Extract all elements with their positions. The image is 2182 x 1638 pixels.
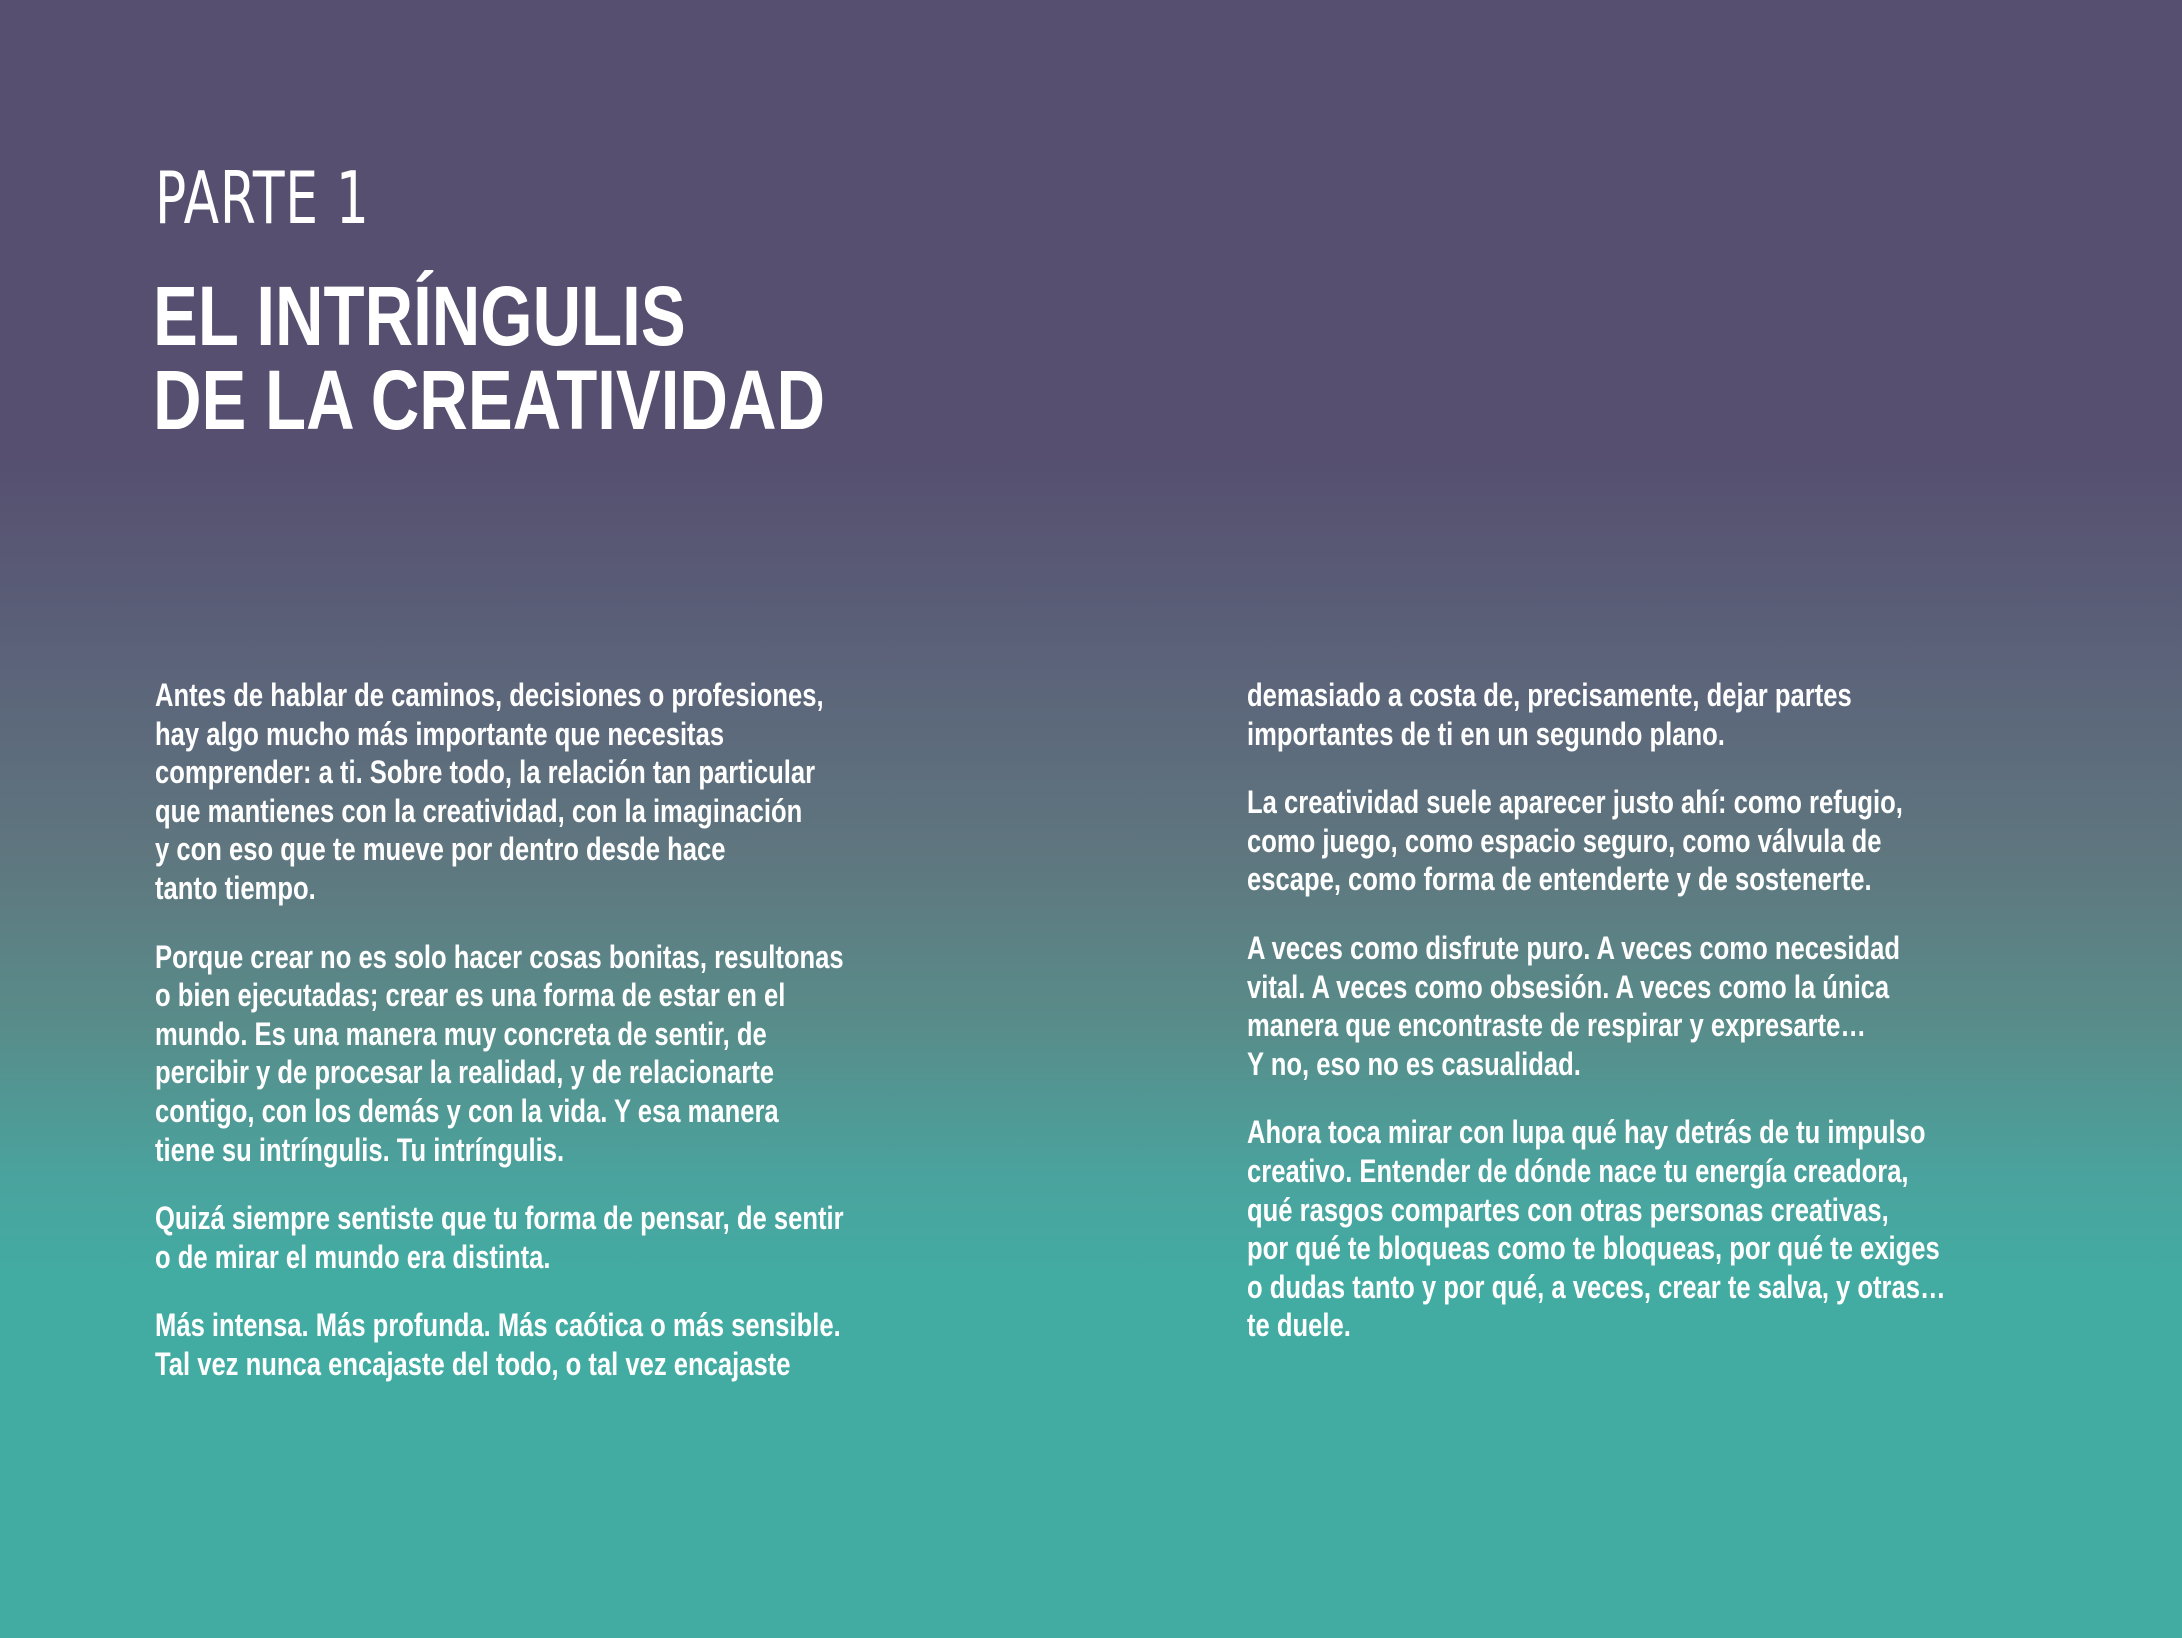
chapter-title-line-2: DE LA CREATIVIDAD [153,353,825,447]
paragraph: Quizá siempre sentiste que tu forma de pensar, de sentir o de mirar el mundo era distinta. [155,1200,844,1275]
part-label: PARTE 1 [155,156,370,240]
paragraph: Antes de hablar de caminos, decisiones o profesiones, hay algo mucho más importante que necesitas comprender: a ti. Sobre todo, la relación tan particular que mantienes con la creatividad, con la imaginación y con eso que te mueve por dentro desde hace tanto tiempo. [155,677,824,906]
paragraph: Más intensa. Más profunda. Más caótica o más sensible. Tal vez nunca encajaste del todo, o tal vez encajaste [155,1307,841,1382]
chapter-title-line-1: EL INTRÍNGULIS [153,269,686,363]
paragraph: La creatividad suele aparecer justo ahí: como refugio, como juego, como espacio seguro, como válvula de escape, como forma de entenderte y de sostenerte. [1247,784,1903,898]
paragraph: A veces como disfrute puro. A veces como necesidad vital. A veces como obsesión. A veces como la única manera que encontraste de respirar y expresarte… Y no, eso no es casualidad. [1247,929,1901,1082]
paragraph: Porque crear no es solo hacer cosas bonitas, resultonas o bien ejecutadas; crear es una forma de estar en el mundo. Es una manera muy concreta de sentir, de percibir y de procesar la realidad, y de relacionarte contigo, con los demás y con la vida. Y esa manera tiene su intríngulis. Tu intríngulis. [155,938,844,1168]
left-text-column [155,676,923,1414]
right-text-column [1247,676,2015,1375]
paragraph: demasiado a costa de, precisamente, dejar partes importantes de ti en un segundo plano. [1247,677,1852,752]
chapter-title [153,269,825,447]
paragraph: Ahora toca mirar con lupa qué hay detrás de tu impulso creativo. Entender de dónde nace tu energía creadora, qué rasgos compartes con otras personas creativas, por qué te bloqueas como te bloqueas, por qué te exiges o dudas tanto y por qué, a veces, crear te salva, y otras… te duele. [1247,1114,1946,1344]
